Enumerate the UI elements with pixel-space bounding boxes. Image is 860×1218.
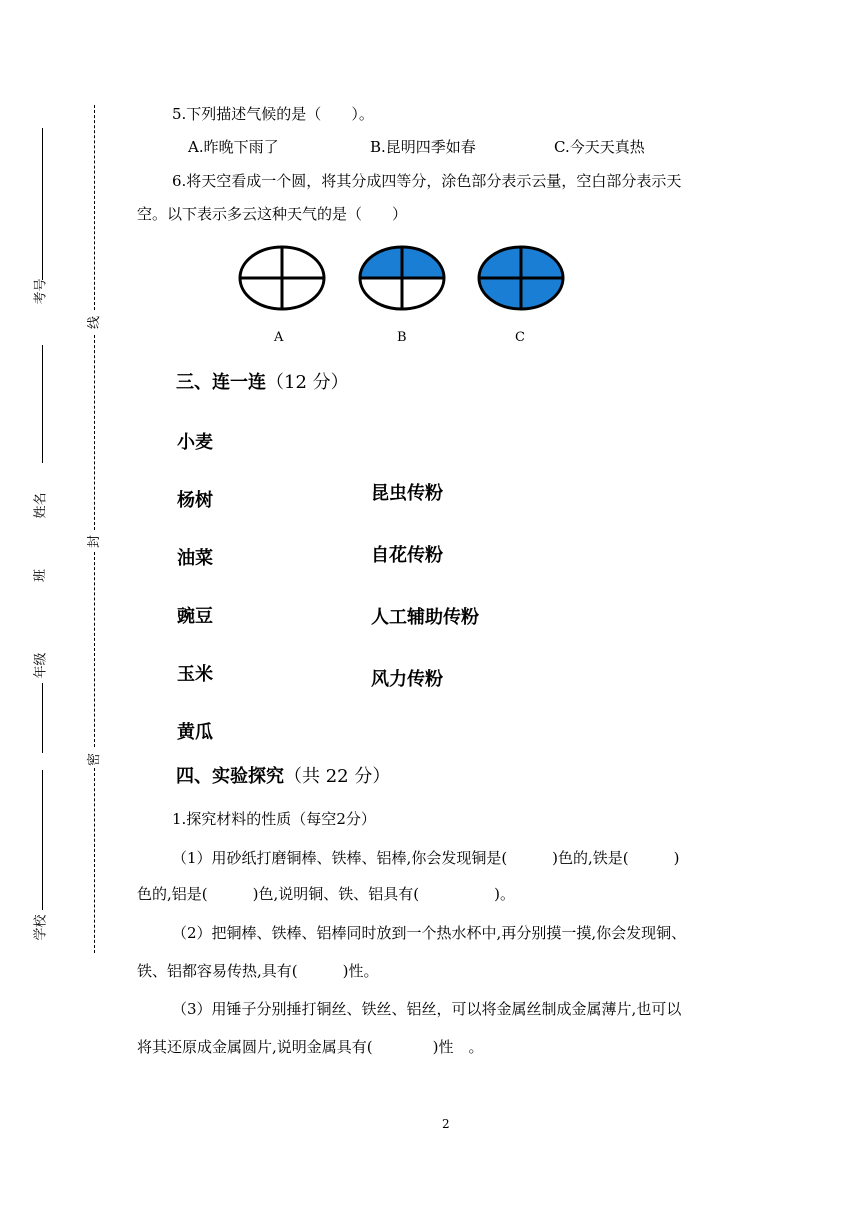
cut-line [94,768,95,953]
s4-q1-title: 1.探究材料的性质（每空2分） [172,810,376,828]
cut-label-seal: 封 [87,534,103,549]
field-label-grade: 年级 [33,652,49,679]
match-left-item: 黄瓜 [177,722,213,743]
cloud-figure-c [479,247,563,309]
s4-part2-line2: 铁、铝都容易传热,具有( )性。 [137,962,379,980]
section4-title: 四、实验探究 [176,766,284,787]
q5-option-c: C.今天天真热 [554,138,645,156]
match-left-item: 玉米 [177,664,213,685]
q5-stem: 5.下列描述气候的是（ ）。 [172,105,374,123]
s4-part2-line1: （2）把铜棒、铁棒、铝棒同时放到一个热水杯中,再分别摸一摸,你会发现铜、 [172,924,687,942]
cut-label-secret: 密 [87,752,103,767]
section4-score: （共 22 分） [284,766,391,787]
cut-label-line: 线 [87,315,103,330]
figure-label-b: B [397,330,407,345]
cloud-figures [0,235,860,345]
match-left-item: 小麦 [177,432,213,453]
q6-stem-line2: 空。以下表示多云这种天气的是（ ） [137,205,408,223]
cloud-figure-b [360,247,444,309]
binding-line [42,345,43,463]
section3-score: （12 分） [266,372,349,393]
s4-part3-line2: 将其还原成金属圆片,说明金属具有( )性 。 [137,1038,484,1056]
q5-option-b: B.昆明四季如春 [370,138,476,156]
binding-line [42,683,43,753]
figure-label-c: C [515,330,525,345]
cloud-figure-a [240,247,324,309]
section3-title: 三、连一连 [176,372,266,393]
match-left-item: 油菜 [177,548,213,569]
field-label-name: 姓名 [33,492,49,519]
field-label-exam-number: 考号 [33,278,49,305]
figure-label-a: A [274,330,284,345]
s4-part1-line2: 色的,铝是( )色,说明铜、铁、铝具有( )。 [137,885,515,903]
cut-line [94,335,95,530]
match-right-item: 人工辅助传粉 [371,607,479,628]
match-right-item: 自花传粉 [371,545,443,566]
match-left-item: 豌豆 [177,606,213,627]
s4-part3-line1: （3）用锤子分别捶打铜丝、铁丝、铝丝，可以将金属丝制成金属薄片,也可以 [172,1000,682,1018]
section3-heading [176,368,349,394]
binding-line [42,770,43,910]
field-label-class: 班 [33,568,49,583]
section4-heading [176,762,390,788]
match-left-item: 杨树 [177,490,213,511]
match-right-item: 风力传粉 [371,669,443,690]
cut-line [94,552,95,747]
field-label-school: 学校 [33,914,49,941]
q6-stem-line1: 6.将天空看成一个圆，将其分成四等分，涂色部分表示云量，空白部分表示天 [172,172,682,190]
page-number: 2 [442,1117,450,1131]
s4-part1-line1: （1）用砂纸打磨铜棒、铁棒、铝棒,你会发现铜是( )色的,铁是( ) [172,849,680,867]
q5-option-a: A.昨晚下雨了 [188,138,279,156]
match-right-item: 昆虫传粉 [371,483,443,504]
